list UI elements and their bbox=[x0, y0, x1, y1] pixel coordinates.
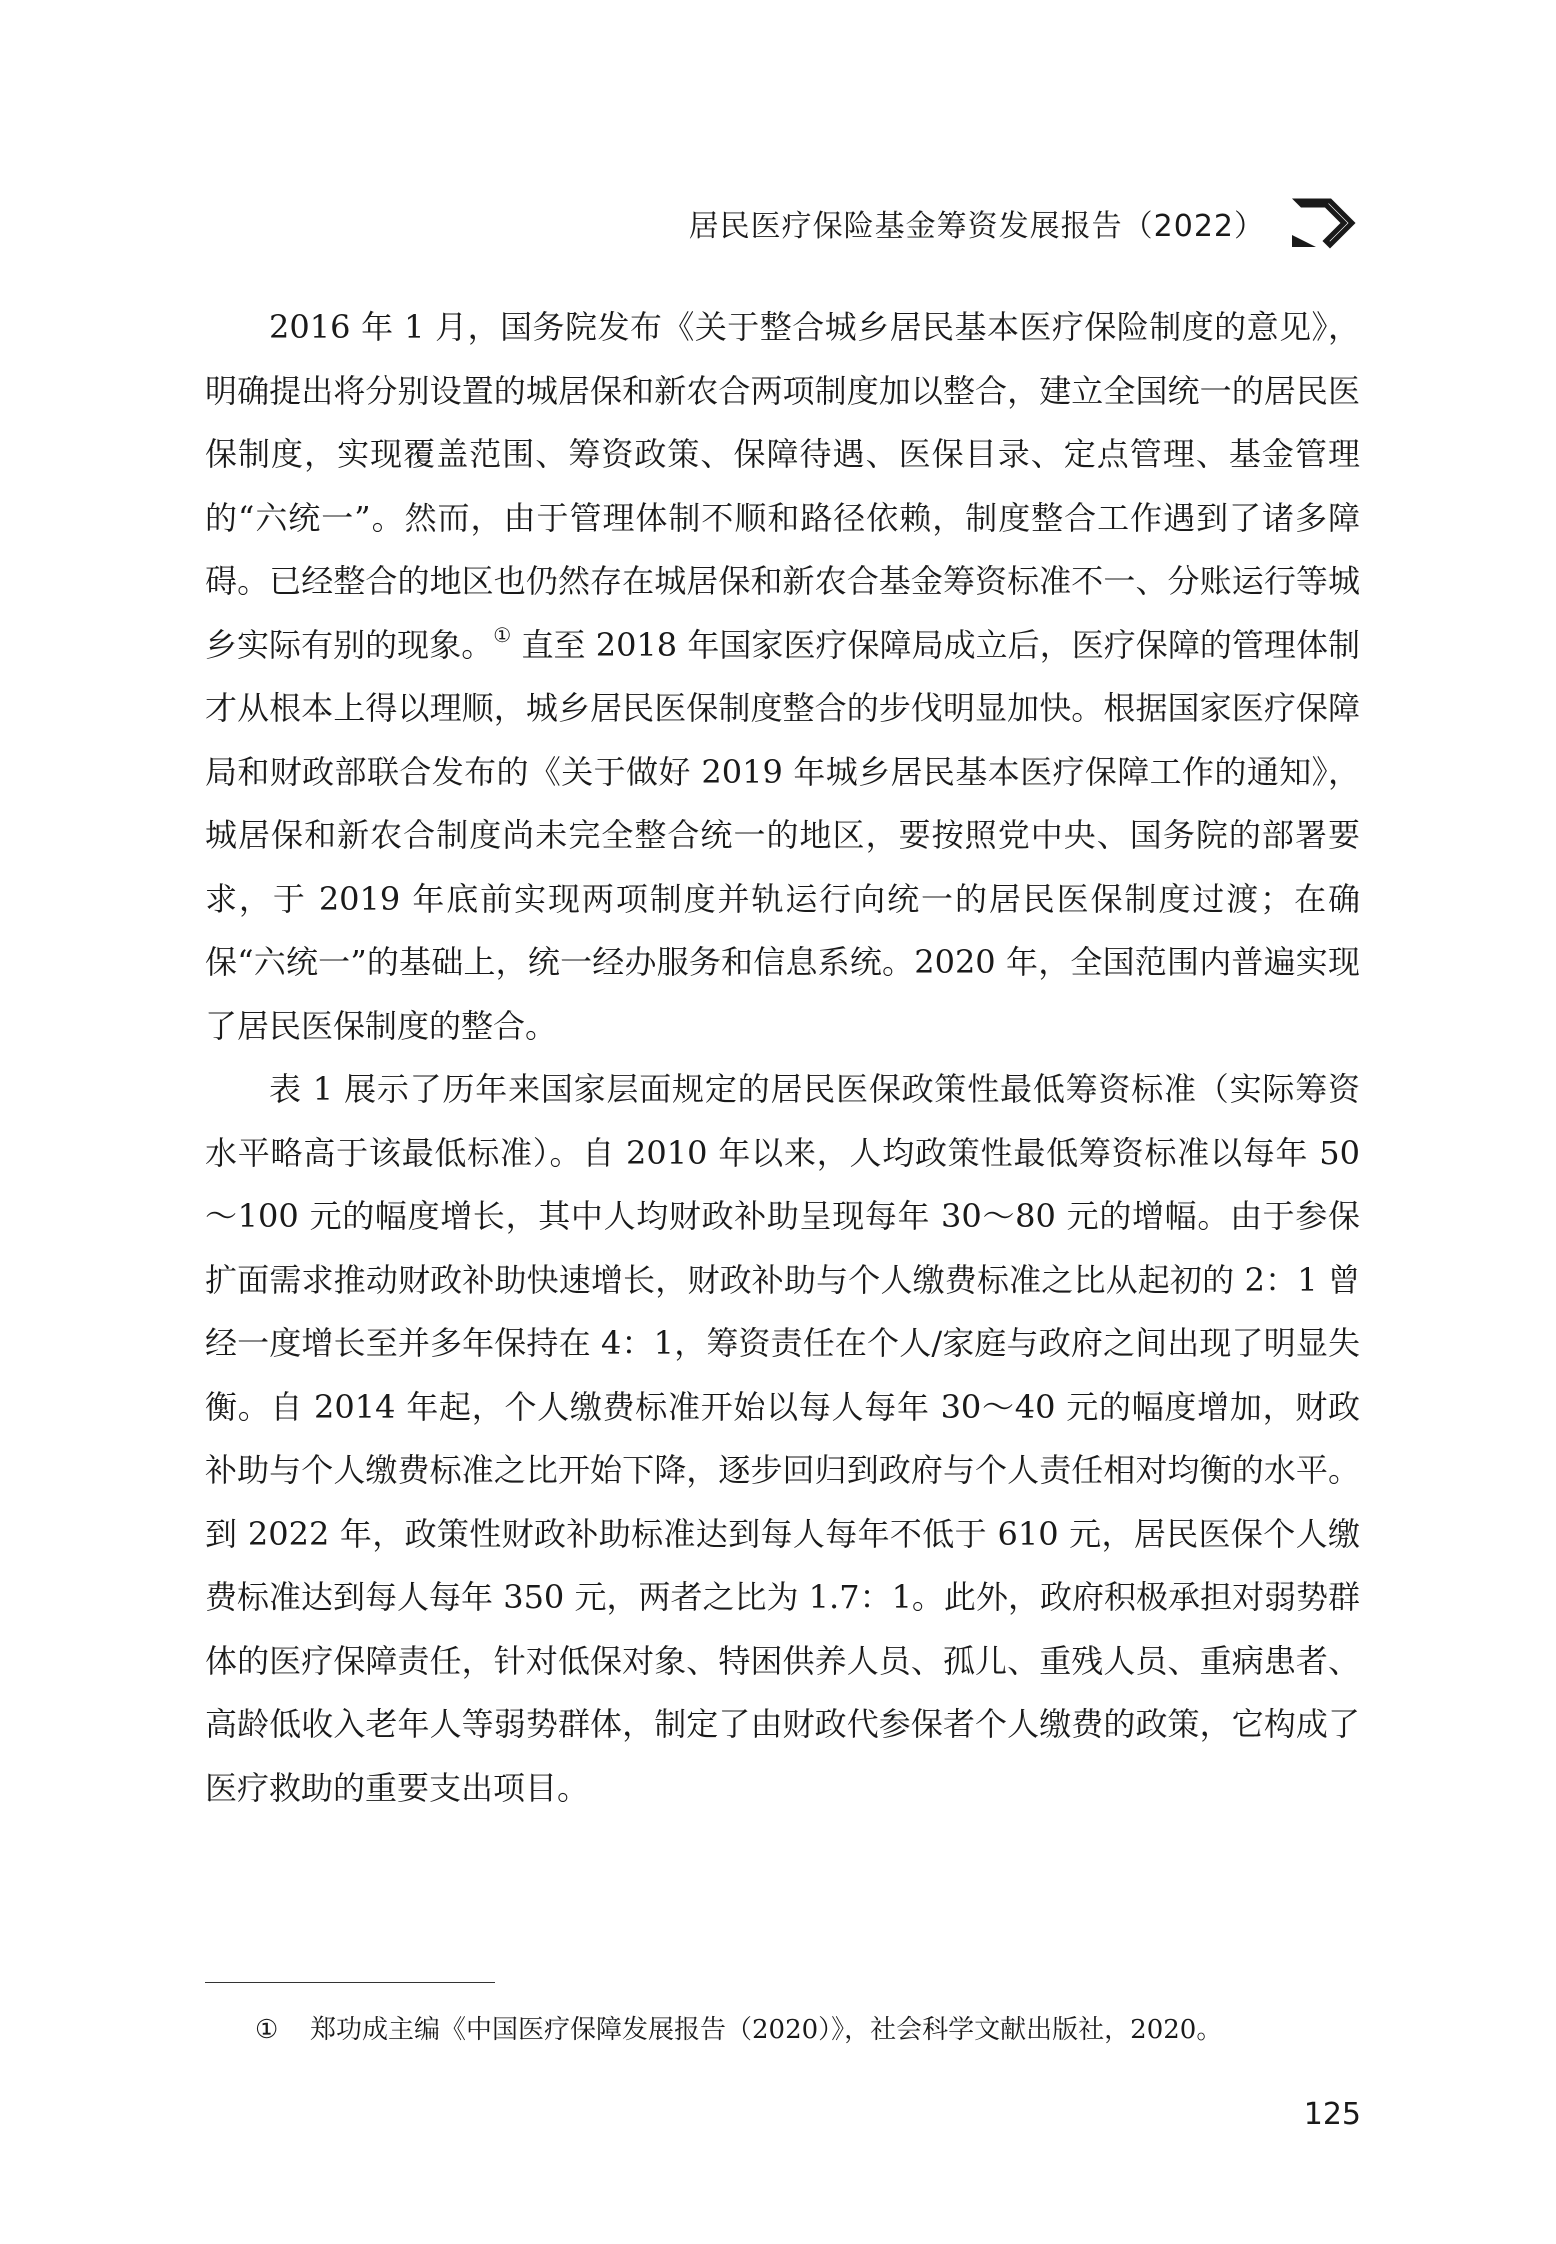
paragraph: 表 1 展示了历年来国家层面规定的居民医保政策性最低筹资标准（实际筹资水平略高于该最低标准）。自 2010 年以来，人均政策性最低筹资标准以每年 50～100 元的幅度增长，其中人均财政补助呈现每年 30～80 元的增幅。由于参保扩面需求推动财政补助快速增长，财政补助与个人缴费标准之比从起初的 2：1 曾经一度增长至并多年保持在 4：1，筹资责任在个人/家庭与政府之间出现了明显失衡。自 2014 年起，个人缴费标准开始以每人每年 30～40 元的幅度增加，财政补助与个人缴费标准之比开始下降，逐步回归到政府与个人责任相对均衡的水平。到 2022 年，政策性财政补助标准达到每人每年不低于 610 元，居民医保个人缴费标准达到每人每年 350 元，两者之比为 1.7：1。此外，政府积极承担对弱势群体的医疗保障责任，针对低保对象、特困供养人员、孤儿、重残人员、重病患者、高龄低收入老年人等弱势群体，制定了由财政代参保者个人缴费的政策，它构成了医疗救助的重要支出项目。 bbox=[205, 1070, 1360, 1807]
footnote bbox=[255, 2010, 1222, 2050]
chapter-arrow-icon bbox=[1290, 195, 1360, 250]
paragraph bbox=[205, 296, 1360, 1058]
body-text bbox=[205, 296, 1360, 1820]
running-header bbox=[660, 195, 1360, 255]
footnote-divider bbox=[205, 1982, 495, 1983]
footnote-reference[interactable]: ① bbox=[493, 622, 512, 647]
paragraph-text: 直至 2018 年国家医疗保障局成立后，医疗保障的管理体制才从根本上得以理顺，城乡居民医保制度整合的步伐明显加快。根据国家医疗保障局和财政部联合发布的《关于做好 2019 年城乡居民基本医疗保障工作的通知》，城居保和新农合制度尚未完全整合统一的地区，要按照党中央、国务院的部署要求，于 2019 年底前实现两项制度并轨运行向统一的居民医保制度过渡；在确保“六统一”的基础上，统一经办服务和信息系统。2020 年，全国范围内普遍实现了居民医保制度的整合。 bbox=[205, 625, 1360, 1045]
running-header-title: 居民医疗保险基金筹资发展报告（2022） bbox=[688, 209, 1265, 244]
footnote-marker: ① bbox=[255, 2015, 279, 2045]
paragraph-text: 2016 年 1 月，国务院发布《关于整合城乡居民基本医疗保险制度的意见》，明确提出将分别设置的城居保和新农合两项制度加以整合，建立全国统一的居民医保制度，实现覆盖范围、筹资政策、保障待遇、医保目录、定点管理、基金管理的“六统一”。然而，由于管理体制不顺和路径依赖，制度整合工作遇到了诸多障碍。已经整合的地区也仍然存在城居保和新农合基金筹资标准不一、分账运行等城乡实际有别的现象。 bbox=[205, 308, 1360, 664]
footnote-text: 郑功成主编《中国医疗保障发展报告（2020）》，社会科学文献出版社，2020。 bbox=[310, 2015, 1223, 2045]
page-number: 125 bbox=[1303, 2097, 1361, 2132]
